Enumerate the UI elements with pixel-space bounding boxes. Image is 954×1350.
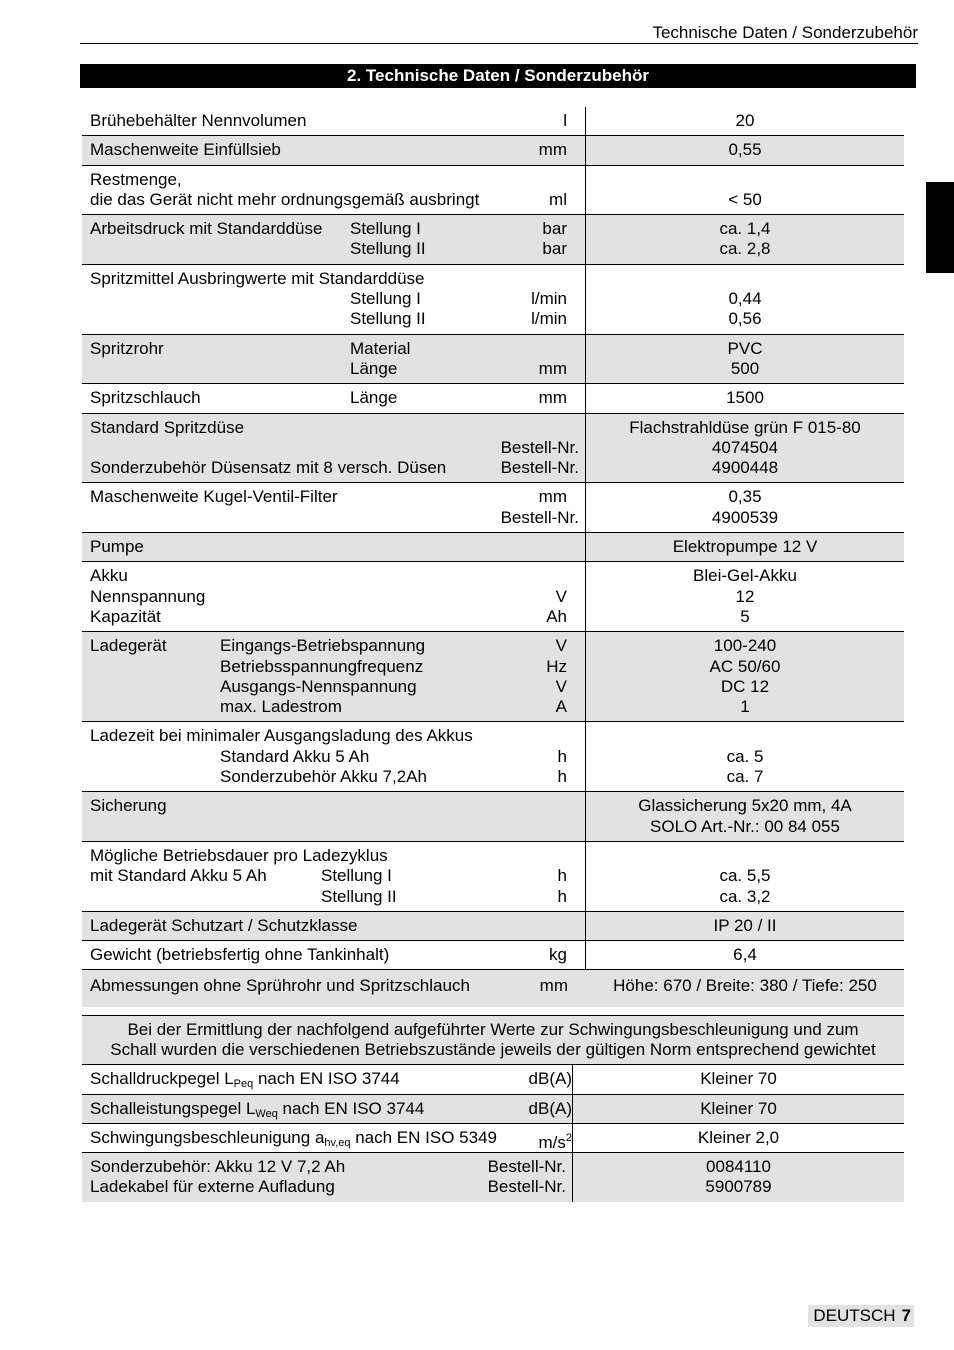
spec-value: ca. 3,2: [719, 886, 771, 906]
spec-value: 0,55: [728, 140, 762, 160]
spec-value: IP 20 / II: [713, 915, 777, 935]
spec-sublabel: Länge: [350, 358, 398, 378]
spec-unit: l/min: [531, 309, 567, 329]
acoustic-label: Schalldruckpegel $L_{Peq}$ nach EN ISO 3744: [90, 1069, 400, 1091]
spec-unit: mm: [538, 487, 567, 507]
acoustic-row-pressure: [82, 1065, 904, 1094]
spec-value: ca. 5: [726, 746, 764, 766]
note-line: Schall wurden die verschiedenen Betriebszustände jeweils der gültigen Norm entsprechend gewichtet: [110, 1039, 876, 1059]
spec-row-fuse: [82, 792, 904, 842]
acoustic-unit: dB(A): [528, 1069, 572, 1089]
spec-label: Maschenweite Kugel-Ventil-Filter: [90, 487, 338, 507]
page-number: 7: [901, 1306, 911, 1325]
spec-unit: V: [555, 676, 567, 696]
footer-language: DEUTSCH: [813, 1306, 896, 1325]
spec-row-spray-tube: [82, 335, 904, 385]
spec-label: Sonderzubehör Düsensatz mit 8 versch. Düsen: [90, 458, 447, 478]
accessory-value: 5900789: [705, 1177, 772, 1197]
spec-unit: V: [555, 636, 567, 656]
spec-label: Nennspannung: [90, 586, 206, 606]
spec-value: Blei-Gel-Akku: [693, 566, 797, 586]
spec-value: 4074504: [711, 437, 779, 457]
spec-sublabel: Standard Akku 5 Ah: [220, 746, 370, 766]
spec-value: AC 50/60: [709, 656, 781, 676]
spec-unit: bar: [542, 219, 567, 239]
spec-unit: h: [557, 767, 567, 787]
accessory-label: Sonderzubehör: Akku 12 V 7,2 Ah: [90, 1157, 346, 1177]
spec-row-dimensions: [82, 970, 904, 1006]
spec-label: Mögliche Betriebsdauer pro Ladezyklus: [90, 845, 388, 865]
acoustic-row-power: [82, 1095, 904, 1124]
spec-unit: Bestell-Nr.: [500, 458, 579, 478]
spec-label: Kapazität: [90, 606, 161, 626]
spec-sublabel: Stellung I: [350, 289, 421, 309]
spec-row-mesh: [82, 136, 904, 165]
spec-value: 20: [735, 111, 755, 130]
accessory-row: [82, 1153, 904, 1202]
spec-unit: ml: [549, 189, 567, 209]
spec-value: 500: [730, 358, 760, 378]
spec-value: ca. 7: [726, 767, 764, 787]
acoustic-value: Kleiner 2,0: [697, 1127, 780, 1147]
spec-value: Glassicherung 5x20 mm, 4A: [638, 796, 852, 816]
language-tab-marker: [926, 182, 954, 273]
spec-value: 1: [740, 697, 750, 717]
acoustic-value: Kleiner 70: [700, 1098, 777, 1118]
spec-value: PVC: [727, 338, 763, 358]
accessory-value: 0084110: [706, 1157, 771, 1177]
spec-unit: mm: [538, 388, 567, 408]
spec-unit: h: [557, 866, 567, 886]
acoustic-label: Schalleistungspegel $L_{Weq}$ nach EN ISO 3744: [90, 1098, 425, 1120]
spec-sublabel: Stellung I: [350, 219, 421, 239]
measurement-note: [82, 1015, 904, 1066]
note-line: Bei der Ermittlung der nachfolgend aufgeführter Werte zur Schwingungsbeschleunigung und zum: [127, 1019, 859, 1039]
spec-unit: bar: [542, 239, 567, 259]
spec-label: Abmessungen ohne Sprührohr und Spritzschlauch: [90, 976, 470, 996]
section-title: 2. Technische Daten / Sonderzubehör: [80, 64, 916, 88]
spec-value: Elektropumpe 12 V: [672, 537, 818, 557]
spec-value: 4900448: [711, 458, 779, 478]
spec-row-hose: [82, 384, 904, 413]
spec-unit: mm: [538, 140, 567, 160]
spec-value: < 50: [728, 189, 762, 209]
spec-sublabel: Länge: [350, 388, 398, 408]
spec-unit: Ah: [546, 606, 567, 626]
spec-unit: Bestell-Nr.: [500, 437, 579, 457]
spec-value: 0,56: [728, 309, 762, 329]
spec-row-battery: [82, 562, 904, 632]
acoustic-label: Schwingungsbeschleunigung $a_{hv,eq}$ nach EN ISO 5349: [90, 1127, 497, 1149]
spec-value: 6,4: [733, 945, 757, 965]
spec-value: ca. 2,8: [719, 239, 771, 259]
spec-sublabel: Stellung II: [321, 886, 397, 906]
spec-value: 1500: [726, 388, 764, 408]
spec-unit: l/min: [531, 289, 567, 309]
spec-sublabel: Betriebsspannungfrequenz: [220, 656, 424, 676]
spec-unit: Hz: [546, 656, 567, 676]
spec-label: mit Standard Akku 5 Ah: [90, 866, 267, 886]
spec-label: Pumpe: [90, 537, 144, 557]
spec-value: ca. 1,4: [719, 219, 771, 239]
spec-row-filter: [82, 483, 904, 533]
spec-value: 100-240: [713, 636, 777, 656]
spec-sublabel: Ausgangs-Nennspannung: [220, 676, 417, 696]
spec-label: Arbeitsdruck mit Standarddüse: [90, 219, 323, 239]
spec-value: SOLO Art.-Nr.: 00 84 055: [650, 816, 840, 836]
spec-unit: h: [557, 886, 567, 906]
spec-sublabel: max. Ladestrom: [220, 697, 342, 717]
spec-label: Brühebehälter Nennvolumen: [90, 111, 307, 130]
spec-label: Maschenweite Einfüllsieb: [90, 140, 281, 160]
spec-row-volume: [82, 107, 904, 136]
spec-value: DC 12: [720, 676, 770, 696]
spec-value: ca. 5,5: [719, 866, 771, 886]
spec-sublabel: Stellung I: [321, 866, 392, 886]
spec-unit: mm: [539, 976, 568, 996]
spec-sublabel: Material: [350, 338, 411, 358]
spec-unit: Bestell-Nr.: [500, 507, 579, 527]
acoustic-row-vibration: [82, 1124, 904, 1153]
page-footer: [808, 1305, 914, 1327]
spec-sublabel: Stellung II: [350, 239, 426, 259]
spec-unit: mm: [538, 358, 567, 378]
spec-table: [82, 107, 904, 1202]
spec-label: Ladegerät: [90, 636, 167, 656]
spec-label: Gewicht (betriebsfertig ohne Tankinhalt): [90, 945, 390, 965]
spec-value: 0,35: [728, 487, 762, 507]
spec-row-charge-time: [82, 722, 904, 792]
spec-label: die das Gerät nicht mehr ordnungsgemäß ausbringt: [90, 189, 480, 209]
spec-row-output: [82, 265, 904, 335]
spec-label: Spritzrohr: [90, 338, 164, 358]
spec-row-runtime: [82, 842, 904, 912]
spec-unit: V: [555, 586, 567, 606]
spec-unit: h: [557, 746, 567, 766]
spec-label: Sicherung: [90, 796, 167, 816]
spec-sublabel: Stellung II: [350, 309, 426, 329]
acoustic-unit: $m/s^2$: [538, 1131, 572, 1152]
spec-label: Standard Spritzdüse: [90, 417, 245, 437]
spec-row-residual: [82, 166, 904, 216]
spec-value: Höhe: 670 / Breite: 380 / Tiefe: 250: [613, 976, 877, 996]
accessory-unit: Bestell-Nr.: [487, 1177, 566, 1197]
spec-sublabel: Sonderzubehör Akku 7,2Ah: [220, 767, 427, 787]
spec-row-pump: [82, 533, 904, 562]
spec-value: Flachstrahldüse grün F 015-80: [629, 417, 861, 437]
spec-value: 4900539: [711, 507, 779, 527]
spec-unit: kg: [549, 945, 567, 965]
spec-unit: A: [555, 697, 567, 717]
spec-value: 5: [740, 606, 750, 626]
acoustic-value: Kleiner 70: [700, 1069, 777, 1089]
spec-row-charger: [82, 632, 904, 722]
running-header: Technische Daten / Sonderzubehör: [80, 22, 918, 44]
spec-label: Spritzmittel Ausbringwerte mit Standarddüse: [90, 268, 425, 288]
spec-sublabel: Eingangs-Betriebspannung: [220, 636, 426, 656]
spec-label: Akku: [90, 566, 128, 586]
spec-unit: l: [563, 111, 567, 130]
accessory-label: Ladekabel für externe Aufladung: [90, 1177, 335, 1197]
spec-label: Ladegerät Schutzart / Schutzklasse: [90, 915, 358, 935]
spec-row-nozzle: [82, 414, 904, 484]
spec-label: Spritzschlauch: [90, 388, 201, 408]
accessory-unit: Bestell-Nr.: [487, 1157, 566, 1177]
spec-label: Ladezeit bei minimaler Ausgangsladung des Akkus: [90, 726, 473, 746]
spec-row-weight: [82, 941, 904, 970]
spec-value: 12: [735, 586, 755, 606]
spec-row-protection: [82, 912, 904, 941]
spec-value: 0,44: [728, 289, 762, 309]
spec-label: Restmenge,: [90, 169, 182, 189]
spec-row-pressure: [82, 215, 904, 265]
acoustic-unit: dB(A): [528, 1098, 572, 1118]
